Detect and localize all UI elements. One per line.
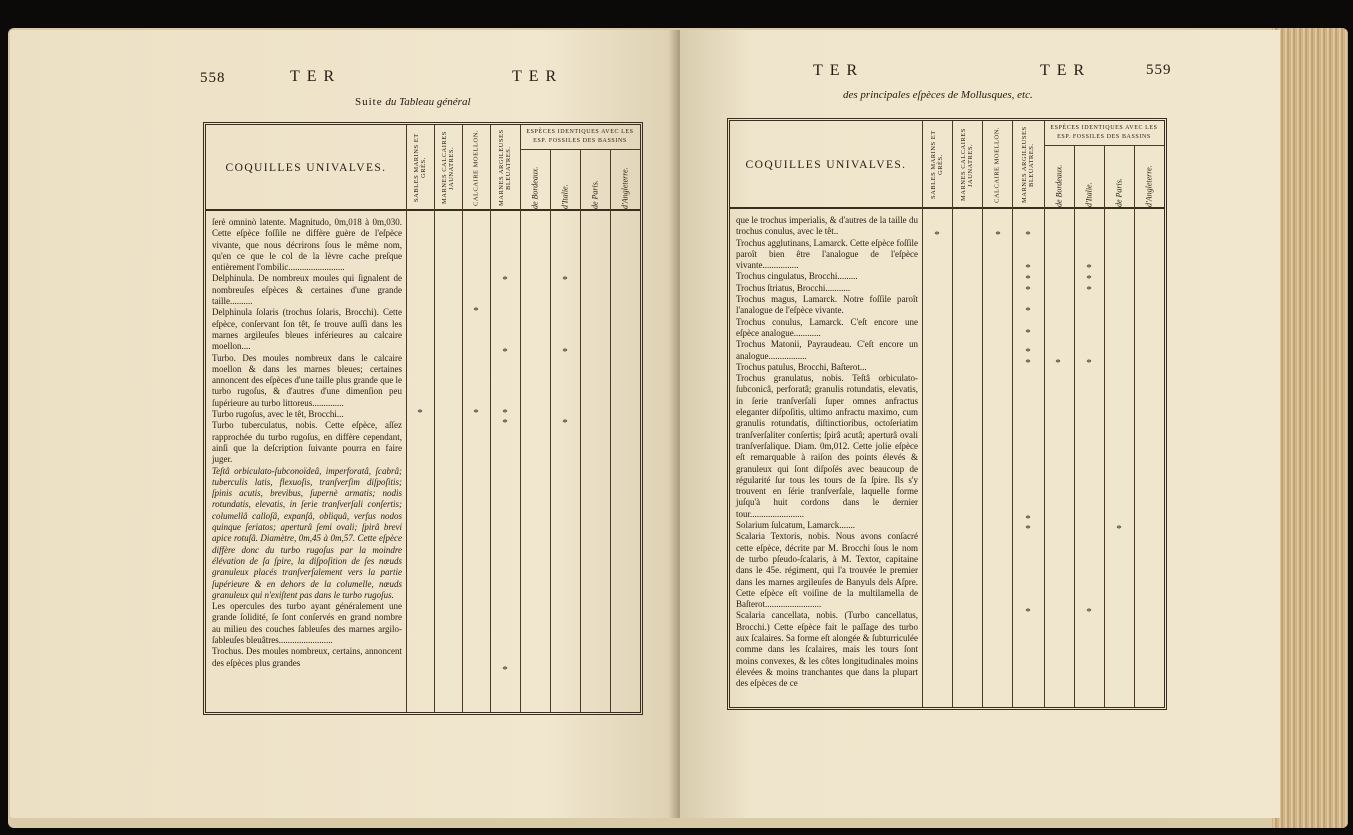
left-table bbox=[203, 122, 643, 715]
entry: Trochus Matonii, Payraudeau. C'eſt encore un analogue................. bbox=[736, 339, 918, 361]
entry: Turbo tuberculatus, nobis. Cette eſpèce, aſſez rapprochée du turbo rugoſus, en diffère cependant, ainſi que la deſcription ſuivante pourra en faire juger. bbox=[212, 420, 402, 465]
entry: ſerè omninò latente. Magnitudo, 0m,018 à 0m,030. Cette eſpèce foſſile ne diffère guère de l'eſpèce vivante, que nous décrirons ſous le même nom, qu'en ce que le col de la lèvre cache preſque entièrement l'ombilic......................... bbox=[212, 217, 402, 273]
presence-star: * bbox=[1025, 262, 1031, 274]
right-col-divider bbox=[922, 121, 923, 707]
entry: que le trochus imperialis, & d'autres de la taille du trochus conulus, avec le têt.. bbox=[736, 215, 918, 237]
presence-star: * bbox=[473, 407, 479, 419]
entry: Scalaria cancellata, nobis. (Turbo cancellatus, Brocchi.) Cette eſpèce fait le paſſage des turbo aux ſcalaires. Sa forme eſt alongée & ſubturriculée comme dans les ſcalaires, mais les tours ſont moins convexes, & les côtes longitudinales moins élevées & moins tranchantes que dans la plupart des eſpèces de ce bbox=[736, 610, 918, 689]
right-col-calcaire-moellon: CALCAIRE MOELLON. bbox=[993, 126, 1001, 204]
presence-star: * bbox=[502, 346, 508, 358]
left-table-title: COQUILLES UNIVALVES. bbox=[225, 162, 387, 174]
presence-star: * bbox=[1116, 523, 1122, 535]
entry: Turbo. Des moules nombreux dans le calcaire moellon & dans les marnes bleues; certaines annoncent des eſpèces d'une taille plus grande que le turbo rugoſus, & d'autres d'une dimenſion peu ſupérieure au turbo littoreus.............. bbox=[212, 352, 402, 408]
presence-star: * bbox=[1086, 262, 1092, 274]
right-subtitle: des principales eſpèces de Mollusques, etc. bbox=[843, 89, 1033, 101]
entry: Solarium ſulcatum, Lamarck....... bbox=[736, 520, 855, 531]
entry: Trochus patulus, Brocchi, Baſterot... bbox=[736, 361, 867, 372]
right-table-header bbox=[730, 121, 1164, 209]
right-col-marnes-calcaires: MARNES CALCAIRES JAUNATRES. bbox=[960, 128, 974, 202]
left-basin-angleterre: d'Angleterre. bbox=[620, 167, 630, 209]
presence-star: * bbox=[502, 274, 508, 286]
right-basin-italie: d'Italie. bbox=[1084, 182, 1094, 207]
left-col-divider bbox=[610, 149, 611, 712]
entry: Trochus agglutinans, Lamarck. Cette eſpèce foſſile paroît bien être l'analogue de l'eſpèce vivante................ bbox=[736, 237, 918, 271]
right-col-marnes-argileuses: MARNES ARGILEUSES BLEUATRES. bbox=[1021, 126, 1035, 204]
presence-star: * bbox=[1086, 284, 1092, 296]
presence-star: * bbox=[417, 407, 423, 419]
right-basin-angleterre: d'Angleterre. bbox=[1144, 165, 1154, 207]
right-identical-header: ESPÈCES IDENTIQUES AVEC LES ESP. FOSSILES DES BASSINS bbox=[1050, 125, 1158, 140]
presence-star: * bbox=[1025, 284, 1031, 296]
left-basin-paris: de Paris. bbox=[590, 180, 600, 209]
left-col-divider bbox=[580, 149, 581, 712]
left-col-divider bbox=[462, 125, 463, 712]
presence-star: * bbox=[562, 274, 568, 286]
entry: Trochus granulatus, nobis. Teſtâ orbiculato-ſubconicâ, perforatâ; granulis rotundatis, elevatis, in ſerie tranſverſali ſuper omnes anfractus eleganter diſpoſitis, ultimo anfractu maximo, cum granulis rotundatis, diſtinctioribus, octoſeriatim tranſverſaliter conſertis; ſpirâ acutâ; aperturâ ovali tranſverſalique. Diam. 0m,012. Cette jolie eſpèce eſt remarquable à raiſon des points élevés & granuleux qui ſont diſpoſés avec beaucoup de régularité ſur tous les tours de ſa ſpire. Ils s'y trouvent en ſérie tranſverſale, laquelle forme juſqu'à huit cordons dans le dernier tour........................ bbox=[736, 373, 918, 519]
presence-star: * bbox=[1025, 357, 1031, 369]
presence-star: * bbox=[1025, 606, 1031, 618]
right-running-head-left: TER bbox=[813, 62, 865, 79]
presence-star: * bbox=[1086, 606, 1092, 618]
presence-star: * bbox=[1025, 523, 1031, 535]
entry: Delphinula. De nombreux moules qui ſignalent de nombreuſes eſpèces & certaines d'une grande taille.......... bbox=[212, 273, 402, 307]
right-table bbox=[727, 118, 1167, 710]
left-col-divider bbox=[434, 125, 435, 712]
left-table-text bbox=[212, 217, 402, 669]
left-basin-italie: d'Italie. bbox=[560, 184, 570, 209]
presence-star: * bbox=[1055, 357, 1061, 369]
presence-star: * bbox=[1025, 229, 1031, 241]
left-col-sables: SABLES MARINS ET GRÈS. bbox=[413, 133, 427, 203]
presence-star: * bbox=[562, 346, 568, 358]
right-col-divider bbox=[952, 121, 953, 707]
entry: Trochus conulus, Lamarck. C'eſt encore une eſpèce analogue............ bbox=[736, 316, 918, 338]
right-page-number: 559 bbox=[1146, 62, 1172, 78]
entry: Trochus. Des moules nombreux, certains, annoncent des eſpèces plus grandes bbox=[212, 646, 402, 668]
presence-star: * bbox=[502, 417, 508, 429]
right-basin-bordeaux: de Bordeaux. bbox=[1054, 164, 1064, 207]
left-subtitle bbox=[355, 96, 471, 108]
presence-star: * bbox=[473, 305, 479, 317]
right-col-divider bbox=[1044, 121, 1045, 707]
book-fore-edge bbox=[1272, 28, 1348, 828]
left-page-number: 558 bbox=[200, 70, 226, 86]
right-col-divider bbox=[1012, 121, 1013, 707]
right-col-divider bbox=[982, 121, 983, 707]
left-col-calcaire-moellon: CALCAIRE MOELLON. bbox=[472, 129, 480, 207]
left-col-divider bbox=[520, 125, 521, 712]
presence-star: * bbox=[1025, 327, 1031, 339]
entry: Teſtâ orbiculato-ſubconoïdeâ, imperforatâ, ſcabrâ; tuberculis latis, flexuoſis, tranſverſim diſpoſitis; ſpinis acutis, brevibus, ſupernè armatis; nodis rotundatis, elevatis, in ſerie tranſverſali conſertis; columellâ calloſâ, expanſâ, obliquâ, verſus nodos quinque ſeriatos; aperturâ ſemi ovali; ſpirâ brevi apice rotuſâ. Diamètre, 0m,45 à 0m,57. Cette eſpèce diffère donc du turbo rugoſus par la moindre élévation de ſa ſpire, la diſpoſition de ſes nœuds granuleux placés tranſverſalement vers la partie ſupérieure & en dehors de la columelle, nœuds granuleux qui n'exiſtent pas dans le turbo rugoſus. bbox=[212, 465, 402, 600]
left-subtitle-text: du Tableau général bbox=[385, 96, 471, 108]
right-col-divider bbox=[1074, 145, 1075, 707]
right-col-sables: SABLES MARINS ET GRÈS. bbox=[930, 130, 944, 200]
presence-star: * bbox=[995, 229, 1001, 241]
entry: Delphinula ſolaris (trochus ſolaris, Brocchi). Cette eſpèce, conſervant ſon têt, ſe trouve auſſi dans les marnes argileuſes bleues inférieures au calcaire moellon.... bbox=[212, 307, 402, 352]
entry: Les opercules des turbo ayant généralement une grande ſolidité, ſe ſont conſervés en grand nombre au milieu des couches ſableuſes des marnes argilo-ſableuſes bleuâtres........................ bbox=[212, 601, 402, 645]
presence-star: * bbox=[1086, 273, 1092, 285]
right-running-head-right: TER bbox=[1040, 62, 1092, 79]
left-running-head-left: TER bbox=[290, 68, 342, 85]
left-running-head-right: TER bbox=[512, 68, 564, 85]
left-table-header bbox=[206, 125, 640, 211]
left-col-divider bbox=[490, 125, 491, 712]
left-col-divider bbox=[406, 125, 407, 712]
presence-star: * bbox=[1025, 513, 1031, 525]
left-identical-header: ESPÈCES IDENTIQUES AVEC LES ESP. FOSSILES DES BASSINS bbox=[526, 129, 634, 144]
entry: Trochus ſtriatus, Brocchi........... bbox=[736, 282, 851, 293]
presence-star: * bbox=[1025, 346, 1031, 358]
left-basin-bordeaux: de Bordeaux. bbox=[530, 166, 540, 209]
presence-star: * bbox=[1025, 305, 1031, 317]
entry: Trochus cingulatus, Brocchi......... bbox=[736, 271, 858, 282]
right-table-title: COQUILLES UNIVALVES. bbox=[745, 159, 907, 171]
left-subtitle-smallcaps: Suite bbox=[355, 96, 383, 108]
right-col-divider bbox=[1104, 145, 1105, 707]
presence-star: * bbox=[1086, 357, 1092, 369]
presence-star: * bbox=[1025, 273, 1031, 285]
left-col-marnes-calcaires: MARNES CALCAIRES JAUNATRES. bbox=[441, 131, 455, 205]
right-col-divider bbox=[1134, 145, 1135, 707]
right-table-text bbox=[736, 215, 918, 689]
presence-star: * bbox=[934, 229, 940, 241]
left-col-marnes-argileuses: MARNES ARGILEUSES BLEUATRES. bbox=[498, 129, 512, 207]
entry: Turbo rugoſus, avec le têt, Brocchi... bbox=[212, 409, 344, 420]
presence-star: * bbox=[502, 407, 508, 419]
entry: Scalaria Textoris, nobis. Nous avons conſacré cette eſpèce, décrite par M. Brocchi ſous le nom de turbo pſeudo-ſcalaris, à M. Textor, capitaine dans le 45e. régiment, qui l'a trouvée le premier dans les marnes argileuſes de Banyuls dels Aſpre. Cette eſpèce eſt voiſine de la multilamella de Baſterot......................... bbox=[736, 531, 918, 610]
left-col-divider bbox=[550, 149, 551, 712]
right-basin-paris: de Paris. bbox=[1114, 178, 1124, 207]
presence-star: * bbox=[502, 664, 508, 676]
entry: Trochus magus, Lamarck. Notre foſſile paroît l'analogue de l'eſpèce vivante. bbox=[736, 294, 918, 316]
presence-star: * bbox=[562, 417, 568, 429]
